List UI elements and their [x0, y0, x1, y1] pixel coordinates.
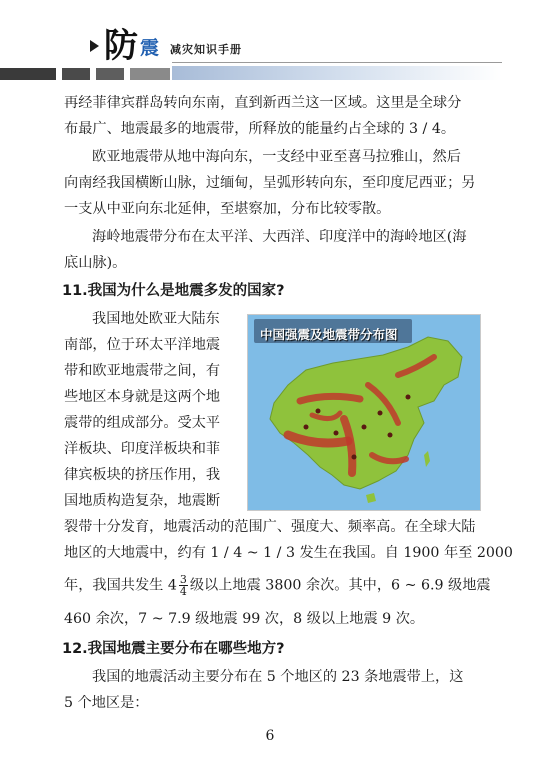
- paragraph-line: 南部，位于环太平洋地震: [64, 337, 221, 353]
- paragraph-line: 洋板块、印度洋板块和菲: [64, 441, 221, 457]
- fraction-denominator: 4: [179, 585, 187, 598]
- paragraph-line: 欧亚地震带从地中海向东，一支经中亚至喜马拉雅山，然后: [92, 149, 461, 165]
- header-bar: [130, 68, 170, 80]
- paragraph-line: 我国的地震活动主要分布在 5 个地区的 23 条地震带上，这: [92, 669, 464, 685]
- header-gradient-band: [172, 66, 502, 80]
- header-bar: [62, 68, 90, 80]
- header-bar: [0, 68, 56, 80]
- paragraph-line: 向南经我国横断山脉，过缅甸，呈弧形转向东，至印度尼西亚；另: [64, 175, 476, 191]
- earthquake-point: [378, 411, 383, 416]
- header-bar: [96, 68, 124, 80]
- question-heading: 12.我国地震主要分布在哪些地方?: [62, 641, 285, 657]
- page-number: 6: [265, 728, 275, 744]
- paragraph-line: 底山脉)。: [64, 255, 127, 271]
- paragraph-line-fraction: [64, 573, 491, 598]
- china-map-illustration: [248, 315, 480, 510]
- earthquake-point: [334, 431, 339, 436]
- header-title-char: 防: [104, 26, 138, 66]
- question-heading: 11.我国为什么是地震多发的国家?: [62, 283, 285, 299]
- paragraph-line: 律宾板块的挤压作用，我: [64, 467, 221, 483]
- paragraph-line: 国地质构造复杂，地震断: [64, 493, 221, 509]
- paragraph-line: 一支从中亚向东北延伸，至堪察加，分布比较零散。: [64, 201, 391, 217]
- paragraph-line: 地区的大地震中，约有 1 / 4 ~ 1 / 3 发生在我国。自 1900 年至 2000: [64, 545, 513, 561]
- header-subtitle: 减灾知识手册: [170, 43, 242, 56]
- paragraph-line: 我国地处欧亚大陆东: [92, 311, 220, 327]
- earthquake-point: [362, 425, 367, 430]
- header-arrow-icon: [90, 40, 99, 52]
- earthquake-point: [304, 425, 309, 430]
- earthquake-point: [406, 395, 411, 400]
- paragraph-line: 带和欧亚地震带之间，有: [64, 363, 221, 379]
- china-seismic-map-figure: [247, 314, 481, 511]
- fraction-numerator: 3: [179, 573, 187, 586]
- header-rule: [172, 62, 502, 63]
- header-title-char-blue: 震: [140, 37, 160, 59]
- fraction: [179, 574, 188, 597]
- paragraph-line: 震带的组成部分。受太平: [64, 415, 221, 431]
- paragraph-line: 再经菲律宾群岛转向东南，直到新西兰这一区域。这里是全球分: [64, 95, 462, 111]
- header-decoration-bars: [0, 58, 537, 82]
- paragraph-line: 460 余次，7 ~ 7.9 级地震 99 次，8 级以上地震 9 次。: [64, 611, 425, 627]
- earthquake-point: [316, 409, 321, 414]
- earthquake-point: [388, 433, 393, 438]
- paragraph-line: 5 个地区是：: [64, 695, 149, 711]
- map-title: 中国强震及地震带分布图: [260, 327, 398, 342]
- text-span: 年，我国共发生 4: [64, 577, 177, 594]
- earthquake-point: [352, 455, 357, 460]
- paragraph-line: 些地区本身就是这两个地: [64, 389, 221, 405]
- paragraph-line: 海岭地震带分布在太平洋、大西洋、印度洋中的海岭地区(海: [92, 229, 467, 245]
- paragraph-line: 裂带十分发育，地震活动的范围广、强度大、频率高。在全球大陆: [64, 519, 476, 535]
- paragraph-line: 布最广、地震最多的地震带，所释放的能量约占全球的 3 / 4。: [64, 121, 456, 137]
- text-span: 级以上地震 3800 余次。其中，6 ~ 6.9 级地震: [189, 577, 491, 594]
